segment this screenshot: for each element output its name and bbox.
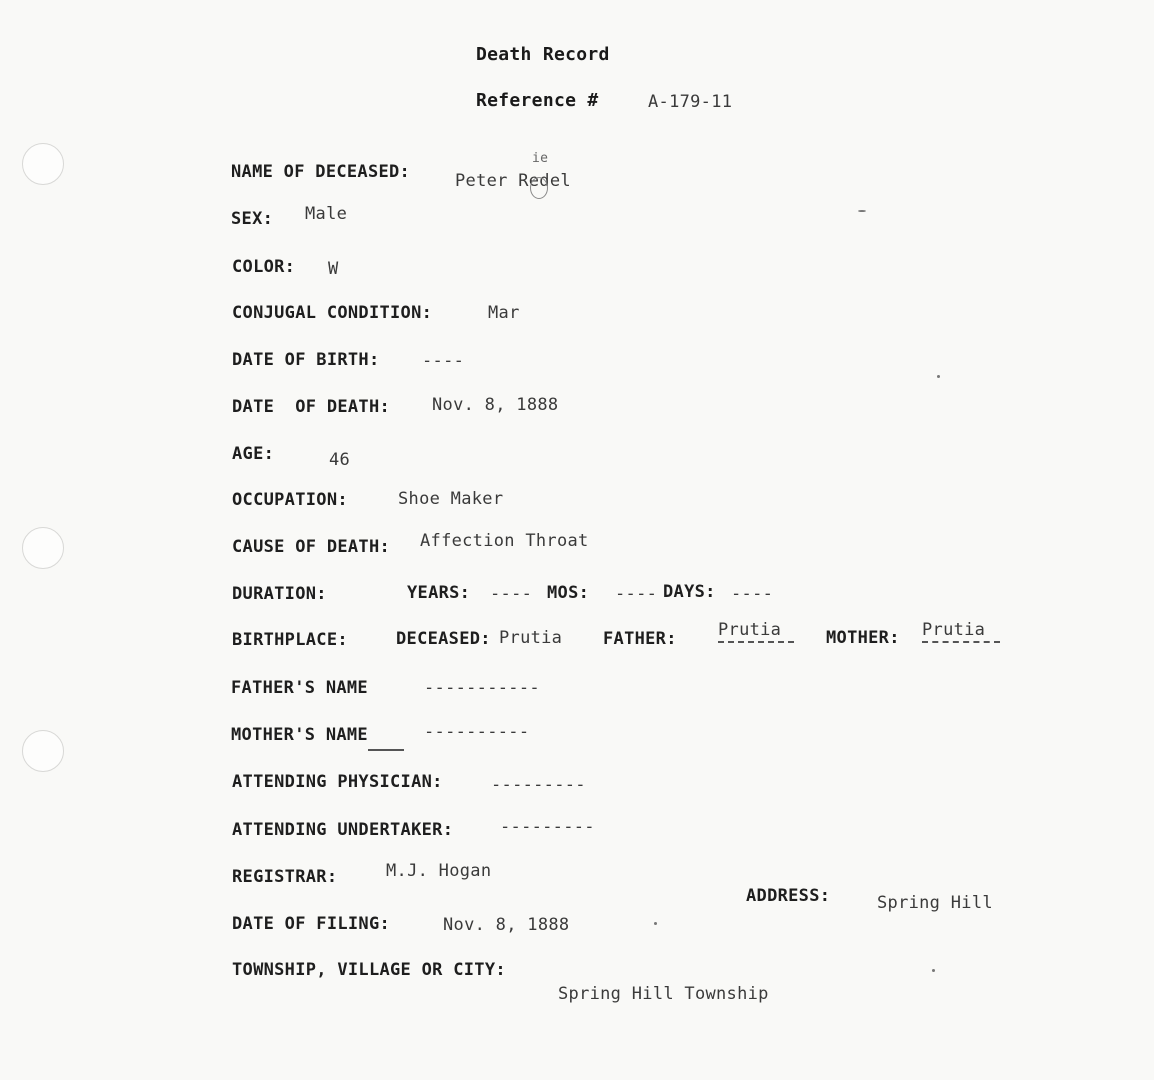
address-label: ADDRESS: — [746, 886, 831, 906]
conjugal-condition-label: CONJUGAL CONDITION: — [232, 303, 433, 323]
birthplace-mother-label: MOTHER: — [826, 628, 900, 648]
birthplace-label: BIRTHPLACE: — [232, 630, 348, 650]
date-of-filing-value: Nov. 8, 1888 — [443, 915, 570, 935]
attending-physician-value: --------- — [491, 775, 586, 795]
township-value: Spring Hill Township — [558, 984, 769, 1004]
birthplace-deceased-label: DECEASED: — [396, 629, 491, 649]
address-value: Spring Hill — [877, 893, 993, 913]
attending-undertaker-label: ATTENDING UNDERTAKER: — [232, 820, 454, 840]
reference-value: A-179-11 — [648, 92, 733, 112]
days-value: ---- — [731, 584, 774, 604]
date-of-death-label: DATE OF DEATH: — [232, 397, 391, 417]
fathers-name-label: FATHER'S NAME — [231, 678, 368, 698]
binder-hole-middle — [22, 527, 64, 569]
sex-value: Male — [305, 204, 348, 224]
name-label: NAME OF DECEASED: — [231, 162, 411, 182]
township-label: TOWNSHIP, VILLAGE OR CITY: — [232, 960, 506, 980]
binder-hole-bottom — [22, 730, 64, 772]
birthplace-mother-value: Prutia — [922, 620, 986, 640]
occupation-label: OCCUPATION: — [232, 490, 348, 510]
date-of-birth-value: ---- — [422, 351, 465, 371]
name-correction: ie — [532, 151, 549, 166]
ink-speck — [858, 210, 866, 212]
color-label: COLOR: — [232, 257, 296, 277]
ink-speck — [937, 375, 940, 378]
birthplace-father-underline — [718, 641, 794, 643]
fathers-name-value: ----------- — [424, 678, 540, 698]
attending-physician-label: ATTENDING PHYSICIAN: — [232, 772, 443, 792]
birthplace-deceased-value: Prutia — [499, 628, 563, 648]
registrar-value: M.J. Hogan — [386, 861, 492, 881]
years-label: YEARS: — [407, 583, 471, 603]
months-value: ---- — [615, 584, 658, 604]
years-value: ---- — [490, 584, 533, 604]
reference-label: Reference # — [476, 90, 599, 111]
attending-undertaker-value: --------- — [500, 817, 595, 837]
correction-circle — [530, 177, 548, 199]
color-value: W — [328, 259, 339, 279]
birthplace-father-value: Prutia — [718, 620, 782, 640]
date-of-filing-label: DATE OF FILING: — [232, 914, 391, 934]
sex-label: SEX: — [231, 209, 274, 229]
months-label: MOS: — [547, 583, 590, 603]
mothers-name-label: MOTHER'S NAME — [231, 725, 368, 745]
ink-speck — [654, 922, 657, 925]
mothers-name-underline — [368, 749, 404, 751]
occupation-value: Shoe Maker — [398, 489, 504, 509]
birthplace-mother-underline — [922, 641, 1000, 643]
date-of-birth-label: DATE OF BIRTH: — [232, 350, 380, 370]
ink-speck — [932, 969, 935, 972]
name-value: Peter Redel — [455, 171, 571, 191]
conjugal-condition-value: Mar — [488, 303, 520, 323]
mothers-name-value: ---------- — [424, 722, 530, 742]
cause-of-death-label: CAUSE OF DEATH: — [232, 537, 391, 557]
binder-hole-top — [22, 143, 64, 185]
age-label: AGE: — [232, 444, 275, 464]
registrar-label: REGISTRAR: — [232, 867, 338, 887]
birthplace-father-label: FATHER: — [603, 629, 677, 649]
age-value: 46 — [329, 450, 351, 470]
cause-of-death-value: Affection Throat — [420, 531, 589, 551]
date-of-death-value: Nov. 8, 1888 — [432, 395, 559, 415]
duration-label: DURATION: — [232, 584, 327, 604]
days-label: DAYS: — [663, 582, 716, 602]
document-title: Death Record — [476, 44, 610, 65]
